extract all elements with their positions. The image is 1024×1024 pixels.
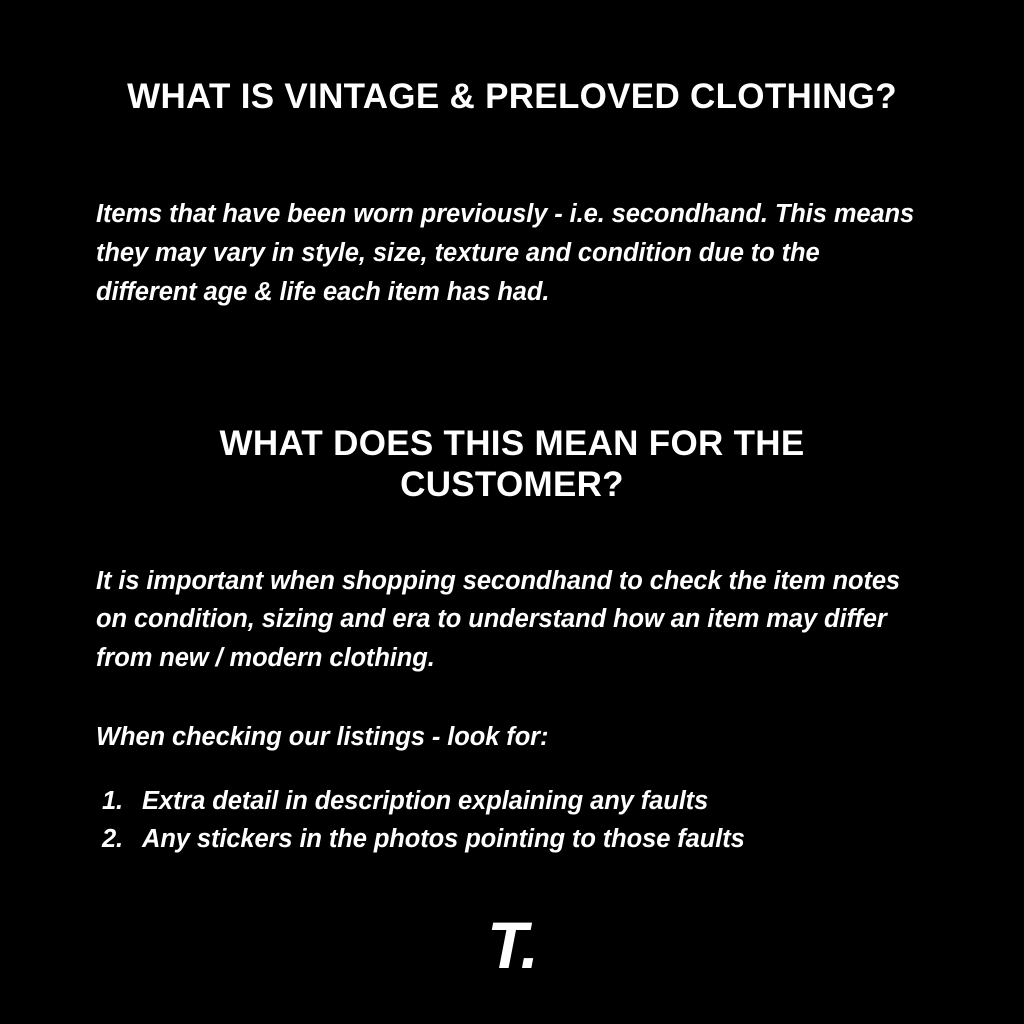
section-spacer	[96, 337, 928, 423]
listings-prompt-paragraph: When checking our listings - look for:	[96, 722, 549, 751]
list-item: 1. Extra detail in description explaining any faults	[130, 782, 928, 820]
definition-paragraph: Items that have been worn previously - i.e. secondhand. This means they may vary in style, size, texture and condition due to the different age & life each item has had.	[96, 200, 915, 306]
checklist	[96, 782, 928, 859]
page-title: WHAT IS VINTAGE & PRELOVED CLOTHING?	[127, 77, 897, 116]
list-item: 2. Any stickers in the photos pointing to those faults	[130, 820, 928, 858]
customer-guidance-paragraph: It is important when shopping secondhand to check the item notes on condition, sizing and era to understand how an item may differ from new / modern clothing.	[96, 566, 901, 673]
brand-logo: T.	[487, 908, 537, 982]
section-heading-customer: WHAT DOES THIS MEAN FOR THE CUSTOMER?	[219, 424, 805, 505]
